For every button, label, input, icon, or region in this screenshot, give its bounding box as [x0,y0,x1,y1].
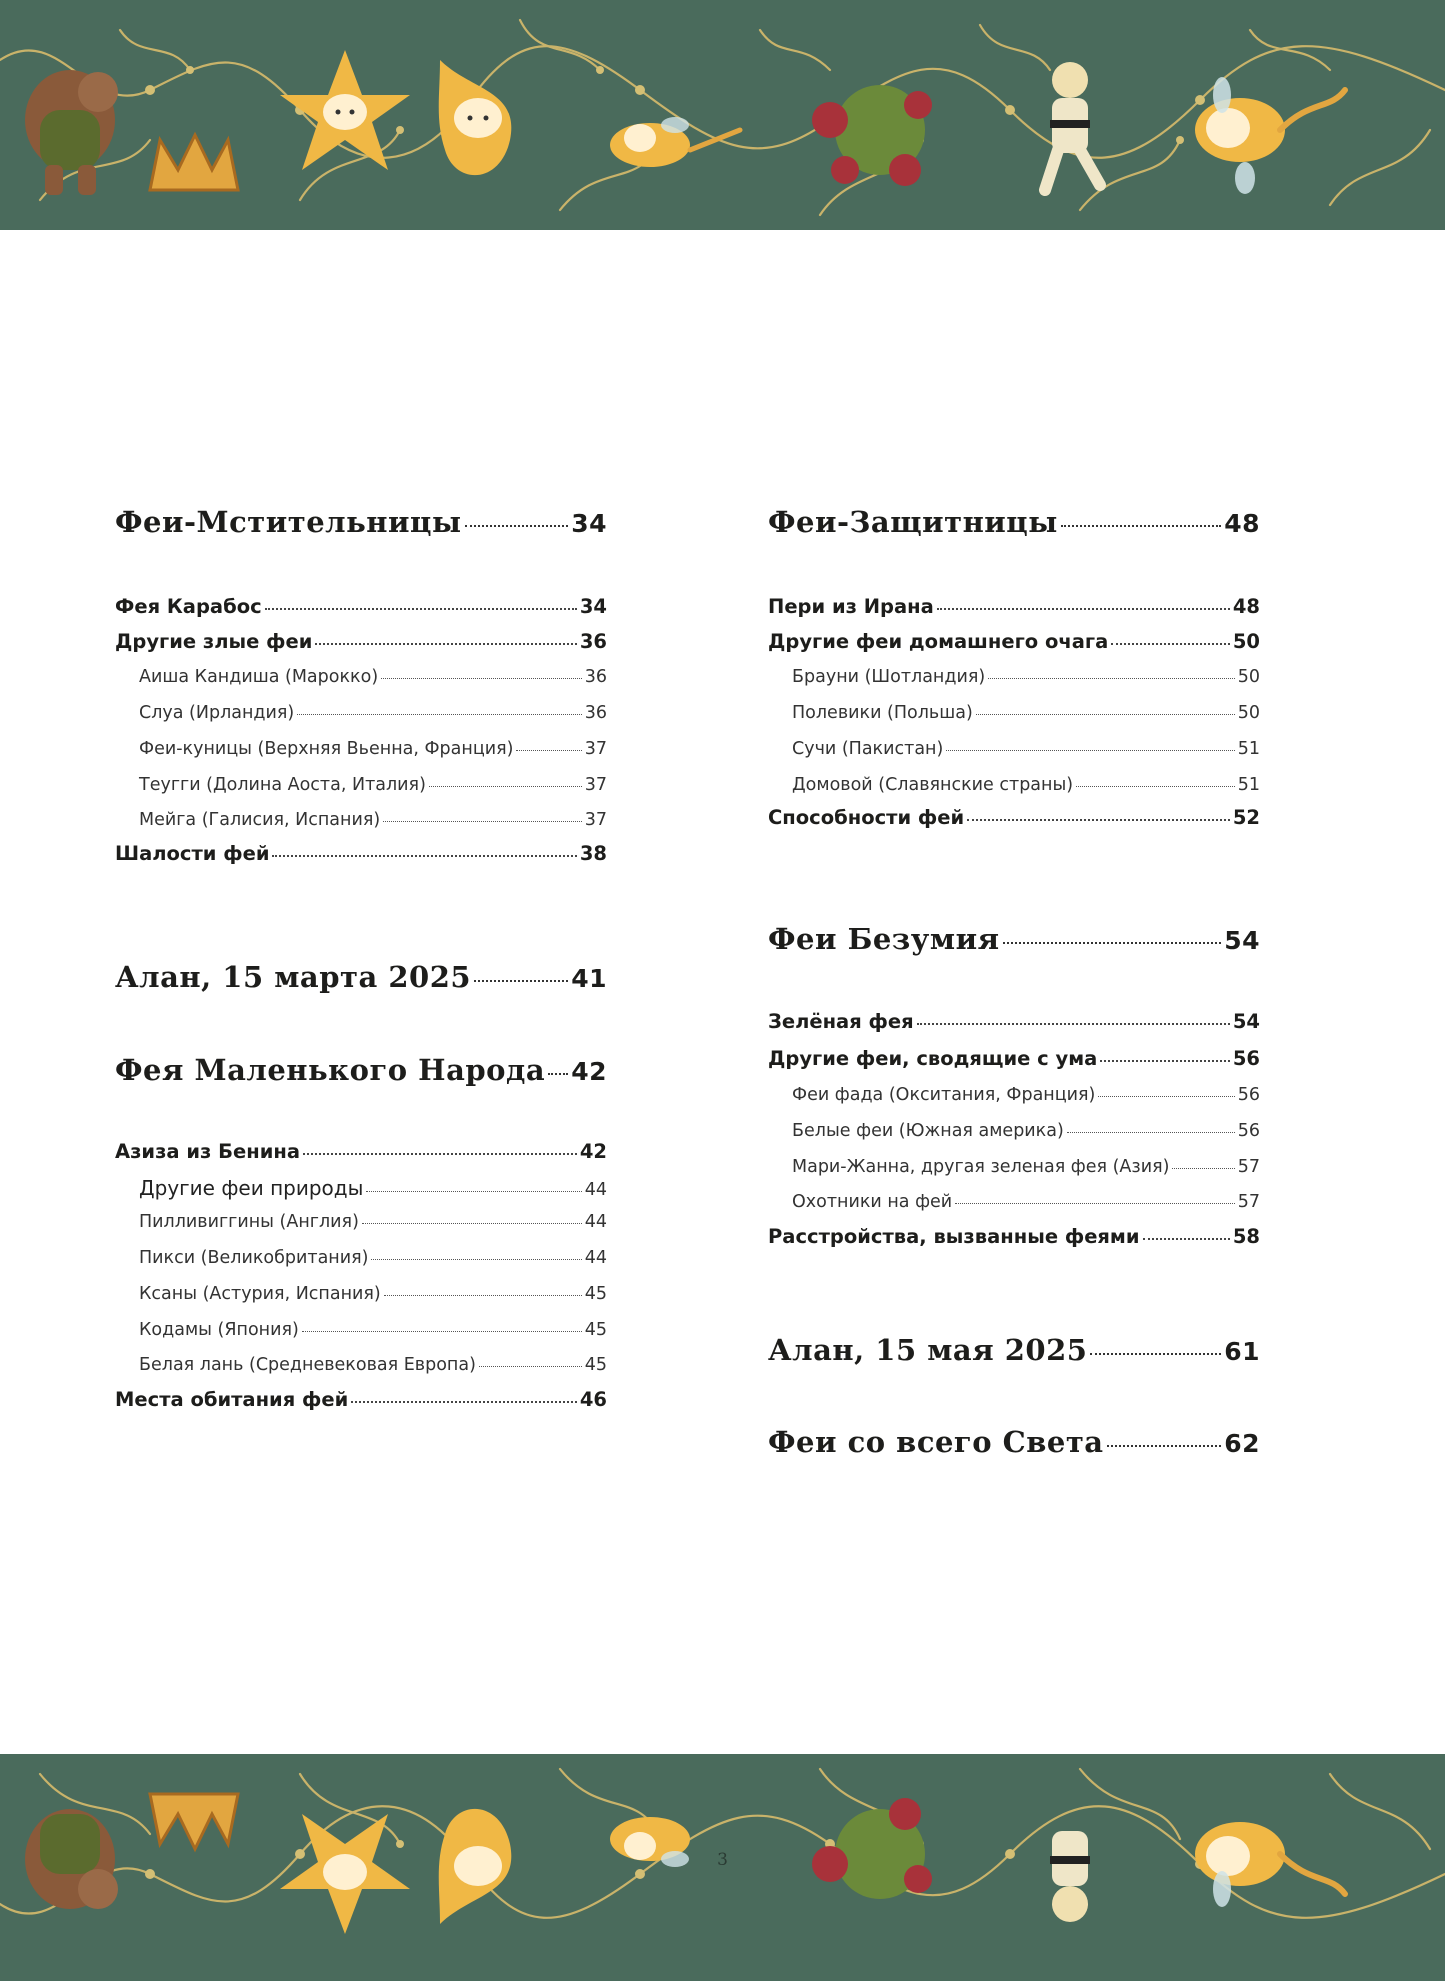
leader-dots [474,980,568,982]
toc-subsection[interactable] [792,739,1260,759]
toc-subsection-title: Пилливиггины (Англия) [139,1212,359,1232]
toc-subsection[interactable] [139,1176,607,1200]
leader-dots [1111,643,1230,645]
toc-section-title: Шалости фей [115,842,270,865]
toc-section-title: Другие злые феи [115,630,313,653]
toc-section-title: Зелёная фея [768,1010,914,1033]
toc-section-title: Другие феи домашнего очага [768,630,1109,653]
toc-subsection[interactable] [139,775,607,795]
toc-subsection[interactable] [139,1355,607,1375]
toc-page-number: 50 [1237,667,1260,687]
berry-bush-icon [812,1798,932,1899]
toc-subsection-title: Ксаны (Астурия, Испания) [139,1284,381,1304]
toc-section-title: Азиза из Бенина [115,1140,301,1163]
toc-page-number: 34 [571,509,607,538]
toc-subsection[interactable] [139,1320,607,1340]
toc-page-number: 54 [1232,1010,1260,1033]
leader-dots [265,608,577,610]
toc-subsection-title: Домовой (Славянские страны) [792,775,1074,795]
toc-section-title: Способности фей [768,806,965,829]
toc-subsection-title: Другие феи природы [139,1176,364,1200]
toc-page-number: 45 [584,1284,607,1304]
leader-dots [366,1191,581,1192]
toc-chapter[interactable] [768,1333,1260,1367]
toc-section-title: Другие феи, сводящие с ума [768,1047,1098,1070]
leader-dots [988,678,1235,679]
toc-subsection[interactable] [139,667,607,687]
leader-dots [383,821,582,822]
toc-subsection[interactable] [139,810,607,830]
toc-chapter-title: Феи Безумия [768,922,1000,956]
toc-chapter-title: Феи со всего Света [768,1425,1104,1459]
toc-subsection[interactable] [792,1157,1260,1177]
toc-chapter[interactable] [768,1425,1260,1459]
toc-subsection[interactable] [792,667,1260,687]
crown-icon [150,1794,238,1849]
leader-dots [302,1331,582,1332]
toc-subsection[interactable] [792,1192,1260,1212]
toc-section[interactable] [768,595,1260,618]
toc-page-number: 44 [584,1248,607,1268]
toc-page-number: 57 [1237,1157,1260,1177]
toc-page-number: 44 [584,1180,607,1200]
leader-dots [371,1259,581,1260]
leader-dots [1076,786,1235,787]
toc-section[interactable] [115,842,607,865]
toc-page-number: 57 [1237,1192,1260,1212]
toc-subsection-title: Белые феи (Южная америка) [792,1121,1064,1141]
toc-section[interactable] [768,1010,1260,1033]
toc-subsection-title: Феи-куницы (Верхняя Вьенна, Франция) [139,739,514,759]
toc-subsection[interactable] [792,1085,1260,1105]
toc-subsection-title: Кодамы (Япония) [139,1320,299,1340]
toc-page-number: 42 [579,1140,607,1163]
toc-subsection-title: Охотники на фей [792,1192,953,1212]
leader-dots [384,1295,582,1296]
toc-page-number: 48 [1224,509,1260,538]
leader-dots [955,1203,1235,1204]
toc-page-number: 41 [571,964,607,993]
leader-dots [303,1153,577,1155]
toc-page-number: 56 [1232,1047,1260,1070]
toc-section[interactable] [768,1047,1260,1070]
toc-subsection-title: Белая лань (Средневековая Европа) [139,1355,476,1375]
leader-dots [272,855,576,857]
toc-subsection-title: Аиша Кандиша (Марокко) [139,667,379,687]
toc-subsection-title: Мейга (Галисия, Испания) [139,810,381,830]
toc-subsection-title: Мари-Жанна, другая зеленая фея (Азия) [792,1157,1170,1177]
toc-chapter-title: Алан, 15 марта 2025 [115,960,472,994]
toc-page-number: 62 [1224,1429,1260,1458]
toc-subsection-title: Слуа (Ирландия) [139,703,295,723]
toc-section[interactable] [115,630,607,653]
toc-chapter[interactable] [768,505,1260,539]
toc-subsection[interactable] [792,775,1260,795]
toc-right-column [768,0,1260,1981]
toc-page-number: 51 [1237,739,1260,759]
leader-dots [315,643,576,645]
leader-dots [1100,1060,1230,1062]
toc-page-number: 36 [579,630,607,653]
toc-chapter-title: Фея Маленького Народа [115,1053,546,1087]
leader-dots [429,786,582,787]
toc-chapter[interactable] [115,960,607,994]
toc-page-number: 50 [1232,630,1260,653]
toc-subsection[interactable] [792,1121,1260,1141]
toc-page-number: 36 [584,703,607,723]
leader-dots [1090,1353,1221,1355]
leader-dots [1061,525,1221,527]
toc-section[interactable] [768,630,1260,653]
toc-chapter-title: Феи-Мстительницы [115,505,462,539]
toc-section-title: Пери из Ирана [768,595,934,618]
toc-chapter[interactable] [115,505,607,539]
toc-subsection-title: Теугги (Долина Аоста, Италия) [139,775,426,795]
toc-section-title: Расстройства, вызванные феями [768,1225,1140,1248]
toc-subsection-title: Пикси (Великобритания) [139,1248,369,1268]
leader-dots [1107,1445,1222,1447]
leader-dots [297,714,581,715]
leader-dots [1003,942,1222,944]
toc-subsection[interactable] [139,1248,607,1268]
toc-page-number: 42 [571,1057,607,1086]
toc-subsection[interactable] [139,739,607,759]
leader-dots [967,819,1230,821]
leader-dots [946,750,1234,751]
leader-dots [1098,1096,1234,1097]
toc-left-column [115,0,607,1981]
leader-dots [351,1401,577,1403]
toc-subsection-title: Полевики (Польша) [792,703,973,723]
toc-subsection[interactable] [139,703,607,723]
leader-dots [465,525,569,527]
leader-dots [1067,1132,1235,1133]
toc-page-number: 34 [579,595,607,618]
toc-subsection[interactable] [139,1284,607,1304]
toc-subsection-title: Феи фада (Окситания, Франция) [792,1085,1096,1105]
toc-page-number: 45 [584,1320,607,1340]
leader-dots [976,714,1235,715]
toc-subsection[interactable] [792,703,1260,723]
leader-dots [548,1073,568,1075]
toc-section[interactable] [768,806,1260,829]
toc-section[interactable] [768,1225,1260,1248]
toc-chapter[interactable] [115,1053,607,1087]
toc-section[interactable] [115,595,607,618]
toc-page-number: 56 [1237,1085,1260,1105]
toc-chapter-title: Феи-Защитницы [768,505,1058,539]
toc-page-number: 36 [584,667,607,687]
toc-page-number: 44 [584,1212,607,1232]
toc-page-number: 50 [1237,703,1260,723]
leader-dots [917,1023,1230,1025]
toc-section[interactable] [115,1388,607,1411]
toc-chapter[interactable] [768,922,1260,956]
toc-page-number: 61 [1224,1337,1260,1366]
leader-dots [362,1223,582,1224]
toc-page-number: 37 [584,810,607,830]
toc-subsection[interactable] [139,1212,607,1232]
toc-page-number: 46 [579,1388,607,1411]
leader-dots [479,1366,582,1367]
leader-dots [1143,1238,1230,1240]
toc-subsection-title: Брауни (Шотландия) [792,667,986,687]
leader-dots [1172,1168,1234,1169]
toc-page-number: 45 [584,1355,607,1375]
toc-section[interactable] [115,1140,607,1163]
toc-page-number: 37 [584,775,607,795]
running-gnome-icon [1050,1831,1090,1922]
flying-fairy-icon [610,117,740,167]
troll-icon [25,70,118,195]
leader-dots [937,608,1230,610]
toc-page-number: 54 [1224,926,1260,955]
toc-subsection-title: Сучи (Пакистан) [792,739,944,759]
toc-page-number: 56 [1237,1121,1260,1141]
toc-page-number: 52 [1232,806,1260,829]
toc-page-number: 48 [1232,595,1260,618]
toc-page-number: 51 [1237,775,1260,795]
leader-dots [516,750,581,751]
toc-section-title: Фея Карабос [115,595,262,618]
toc-section-title: Места обитания фей [115,1388,349,1411]
toc-page-number: 38 [579,842,607,865]
toc-page-number: 58 [1232,1225,1260,1248]
leader-dots [381,678,582,679]
page-number: 3 [717,1850,728,1870]
toc-page-number: 37 [584,739,607,759]
toc-chapter-title: Алан, 15 мая 2025 [768,1333,1088,1367]
